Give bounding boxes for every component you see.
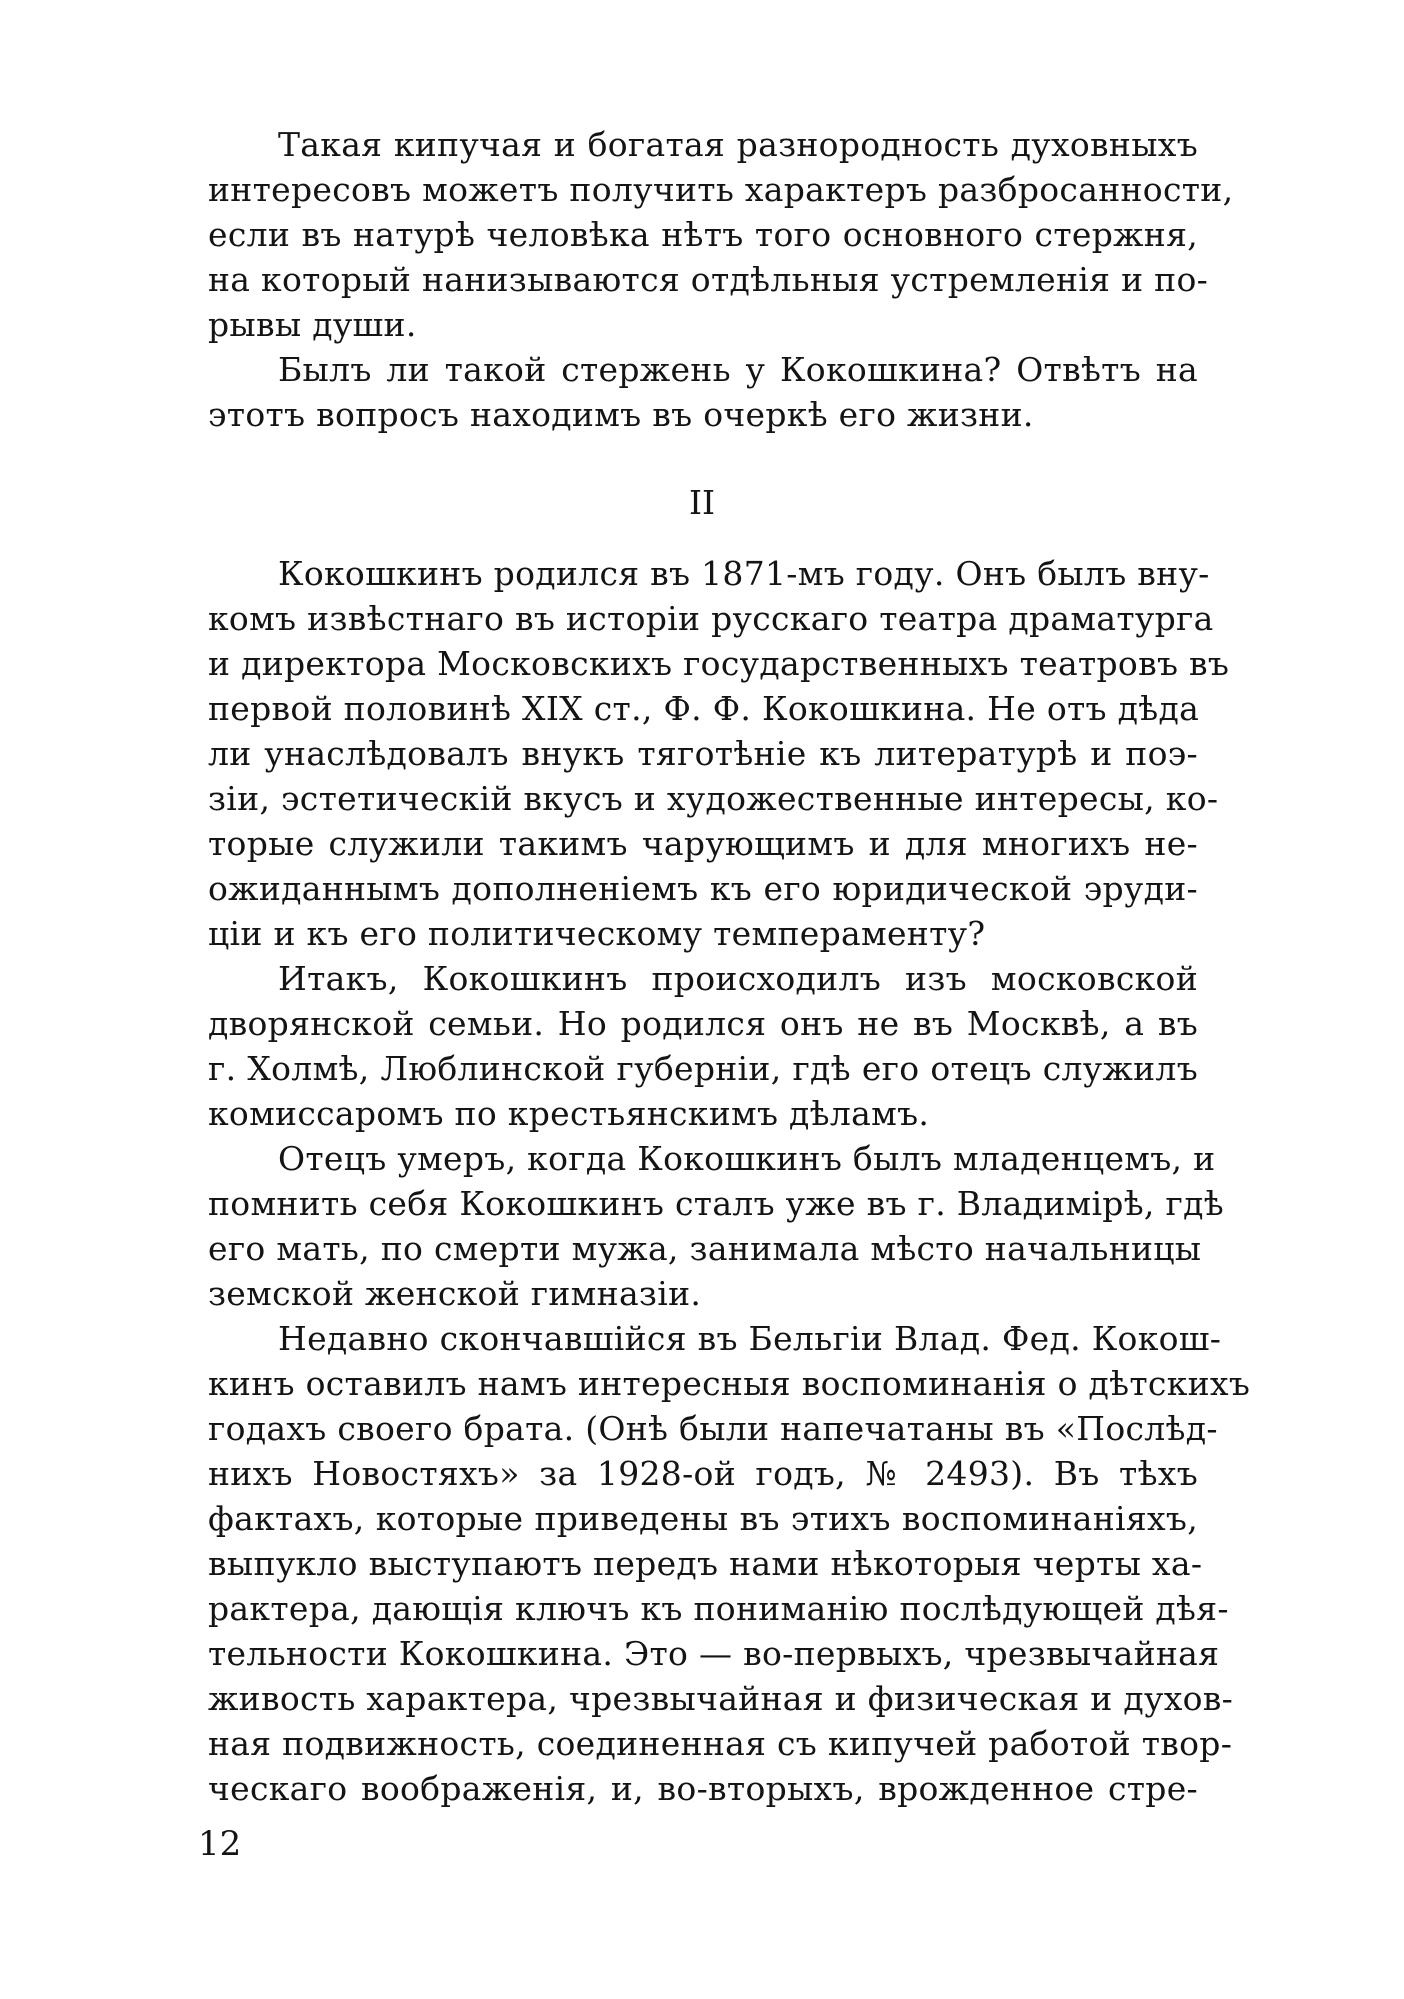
text-line: на который нанизываются отдѣльныя устремленія и по- (208, 260, 1209, 299)
page-number: 12 (198, 1824, 242, 1864)
text-line: земской женской гимназіи. (208, 1274, 702, 1313)
text-line: зіи, эстетическій вкусъ и художественные интересы, ко- (208, 779, 1219, 818)
text-line: первой половинѣ XIX ст., Ф. Ф. Кокошкина. Не отъ дѣда (208, 689, 1200, 728)
text-line: комиссаромъ по крестьянскимъ дѣламъ. (208, 1094, 930, 1133)
text-line: рывы души. (208, 305, 417, 344)
text-line: торые служили такимъ чарующимъ и для многихъ не- (208, 824, 1198, 863)
text-line: его мать, по смерти мужа, занимала мѣсто начальницы (208, 1229, 1202, 1268)
text-line: ная подвижность, соединенная съ кипучей работой твор- (208, 1724, 1233, 1763)
text-line: этотъ вопросъ находимъ въ очеркѣ его жизни. (208, 395, 1034, 434)
text-block-bottom (208, 551, 1251, 1811)
text-line: и директора Московскихъ государственныхъ театровъ въ (208, 644, 1230, 683)
text-line: интересовъ можетъ получить характеръ разбросанности, (208, 170, 1234, 209)
text-line: Недавно скончавшійся въ Бельгіи Влад. Фед. Кокош- (278, 1319, 1222, 1358)
text-line: ожиданнымъ дополненіемъ къ его юридической эруди- (208, 869, 1198, 908)
text-line: выпукло выступаютъ передъ нами нѣкоторыя черты ха- (208, 1544, 1203, 1583)
text-line: ческаго воображенія, и, во-вторыхъ, врожденное стре- (208, 1769, 1198, 1808)
text-line: живость характера, чрезвычайная и физическая и духов- (208, 1679, 1234, 1718)
text-line: помнить себя Кокошкинъ сталъ уже въ г. Владимірѣ, гдѣ (208, 1184, 1224, 1223)
text-line: рактера, дающія ключъ къ пониманію послѣдующей дѣя- (208, 1589, 1229, 1628)
text-line: тельности Кокошкина. Это — во-первыхъ, чрезвычайная (208, 1634, 1220, 1673)
text-line: ли унаслѣдовалъ внукъ тяготѣніе къ литературѣ и поэ- (208, 734, 1198, 773)
text-line: ціи и къ его политическому темпераменту? (208, 914, 986, 953)
text-line: кинъ оставилъ намъ интересныя воспоминанія о дѣтскихъ (208, 1364, 1251, 1403)
text-line: комъ извѣстнаго въ исторіи русскаго театра драматурга (208, 599, 1214, 638)
text-line: дворянской семьи. Но родился онъ не въ Москвѣ, а въ (208, 1004, 1198, 1043)
text-line: г. Холмѣ, Люблинской губерніи, гдѣ его отецъ служилъ (208, 1049, 1198, 1088)
text-line: Былъ ли такой стержень у Кокошкина? Отвѣтъ на (278, 350, 1198, 389)
text-line: Итакъ, Кокошкинъ происходилъ изъ московской (278, 959, 1198, 998)
text-line: если въ натурѣ человѣка нѣтъ того основного стержня, (208, 215, 1198, 254)
text-line: Такая кипучая и богатая разнородность духовныхъ (278, 125, 1198, 164)
section-heading: II (688, 483, 716, 522)
text-line: фактахъ, которые приведены въ этихъ воспоминаніяхъ, (208, 1499, 1198, 1538)
text-line: Отецъ умеръ, когда Кокошкинъ былъ младенцемъ, и (278, 1139, 1216, 1178)
text-line: нихъ Новостяхъ» за 1928-ой годъ, № 2493). Въ тѣхъ (208, 1454, 1198, 1493)
text-line: Кокошкинъ родился въ 1871-мъ году. Онъ былъ вну- (278, 554, 1210, 593)
text-line: годахъ своего брата. (Онѣ были напечатаны въ «Послѣд- (208, 1409, 1218, 1448)
text-block-top (208, 122, 1234, 437)
